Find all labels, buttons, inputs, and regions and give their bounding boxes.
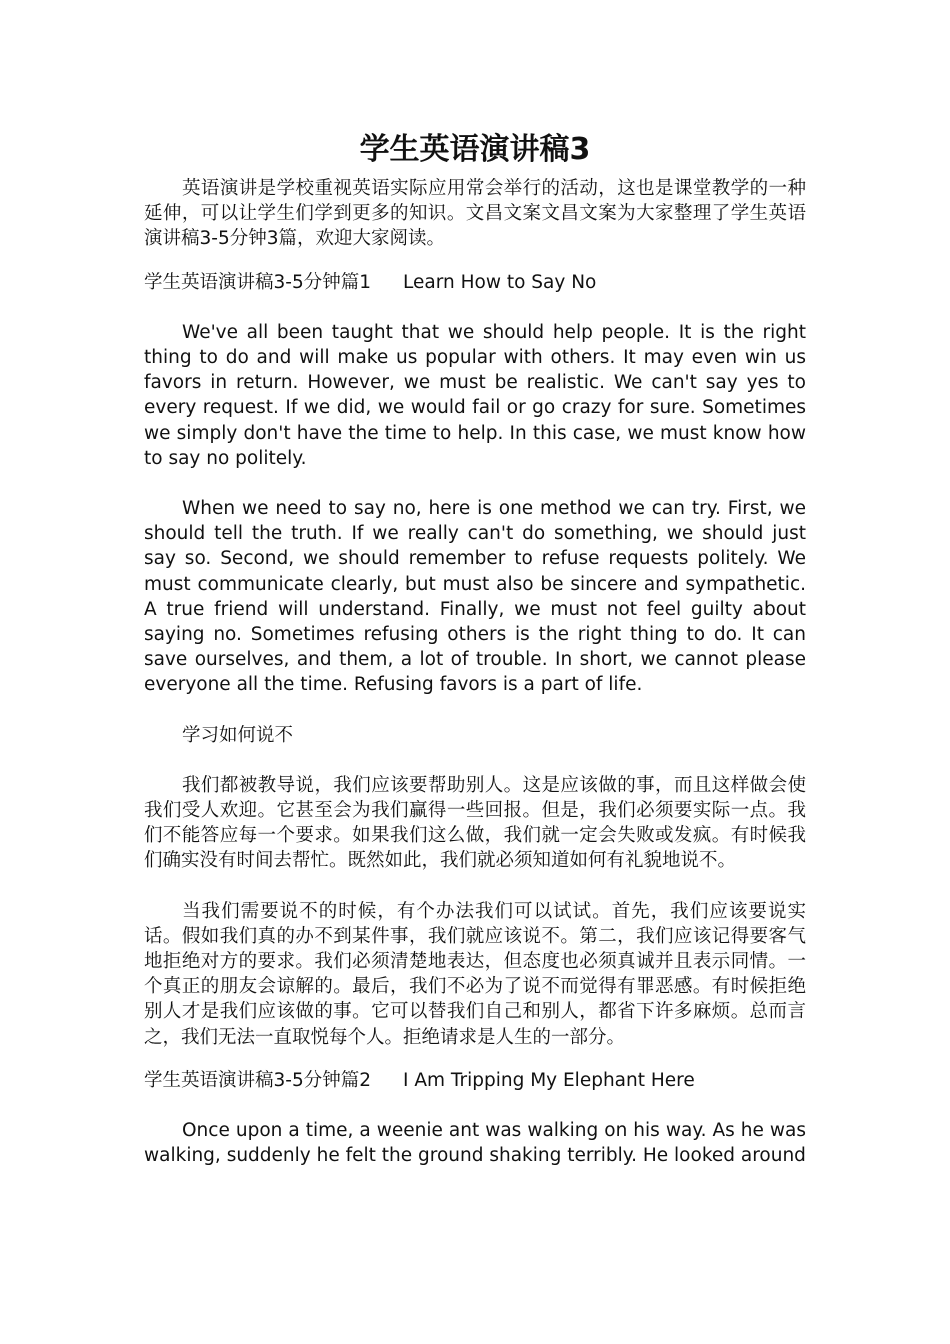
- section1-cn-title: 学习如何说不: [182, 724, 294, 746]
- spacer: [144, 698, 806, 723]
- document-page: [144, 128, 806, 1169]
- section2-paragraph-1: Once upon a time, a weenie ant was walking on his way. As he was walking, suddenly he felt the ground shaking terribly. He looked around: [144, 1120, 806, 1167]
- document-title: 学生英语演讲稿3: [359, 132, 591, 167]
- section1-paragraph-2: When we need to say no, here is one method we can try. First, we should tell the truth. If we really can't do something, we should just say so. Second, we should remember to refuse requests politely. We must communicate clearly, but must also be sincere and sympathetic. A true friend will understand. Finally, we must not feel guilty about saying no. Sometimes refusing others is the right thing to do. It can save ourselves, and them, a lot of trouble. In short, we cannot please everyone all the time. Refusing favors is a part of life.: [144, 498, 806, 696]
- section1-cn-paragraph-1: 我们都被教导说，我们应该要帮助别人。这是应该做的事，而且这样做会使我们受人欢迎。它甚至会为我们赢得一些回报。但是，我们必须要实际一点。我们不能答应每一个要求。如果我们这么做，我们就一定会失败或发疯。有时候我们确实没有时间去帮忙。既然如此，我们就必须知道如何有礼貌地说不。: [144, 774, 806, 872]
- spacer: [144, 252, 806, 270]
- section1-heading: [144, 270, 806, 295]
- spacer: [144, 1093, 806, 1118]
- section1-label: 学生英语演讲稿3-5分钟篇1: [144, 271, 371, 293]
- spacer: [144, 1050, 806, 1068]
- spacer: [144, 295, 806, 320]
- section2-title: I Am Tripping My Elephant Here: [403, 1069, 695, 1091]
- section2-heading: [144, 1068, 806, 1093]
- spacer: [144, 471, 806, 496]
- section1-paragraph-1: We've all been taught that we should help people. It is the right thing to do and will make us popular with others. It may even win us favors in return. However, we must be realistic. We can't say yes to every request. If we did, we would fail or go crazy for sure. Sometimes we simply don't have the time to help. In this case, we must know how to say no politely.: [144, 321, 806, 469]
- spacer: [144, 748, 806, 773]
- section1-cn-paragraph-2: 当我们需要说不的时候，有个办法我们可以试试。首先，我们应该要说实话。假如我们真的办不到某件事，我们就应该说不。第二，我们应该记得要客气地拒绝对方的要求。我们必须清楚地表达，但态度也必须真诚并且表示同情。一个真正的朋友会谅解的。最后，我们不必为了说不而觉得有罪恶感。有时候拒绝别人才是我们应该做的事。它可以替我们自己和别人，都省下许多麻烦。总而言之，我们无法一直取悦每个人。拒绝请求是人生的一部分。: [144, 900, 806, 1048]
- section1-title: Learn How to Say No: [403, 271, 597, 293]
- spacer: [144, 874, 806, 899]
- section2-label: 学生英语演讲稿3-5分钟篇2: [144, 1069, 371, 1091]
- intro-paragraph: 英语演讲是学校重视英语实际应用常会举行的活动，这也是课堂教学的一种延伸，可以让学生们学到更多的知识。文昌文案文昌文案为大家整理了学生英语演讲稿3-5分钟3篇，欢迎大家阅读。: [144, 178, 806, 250]
